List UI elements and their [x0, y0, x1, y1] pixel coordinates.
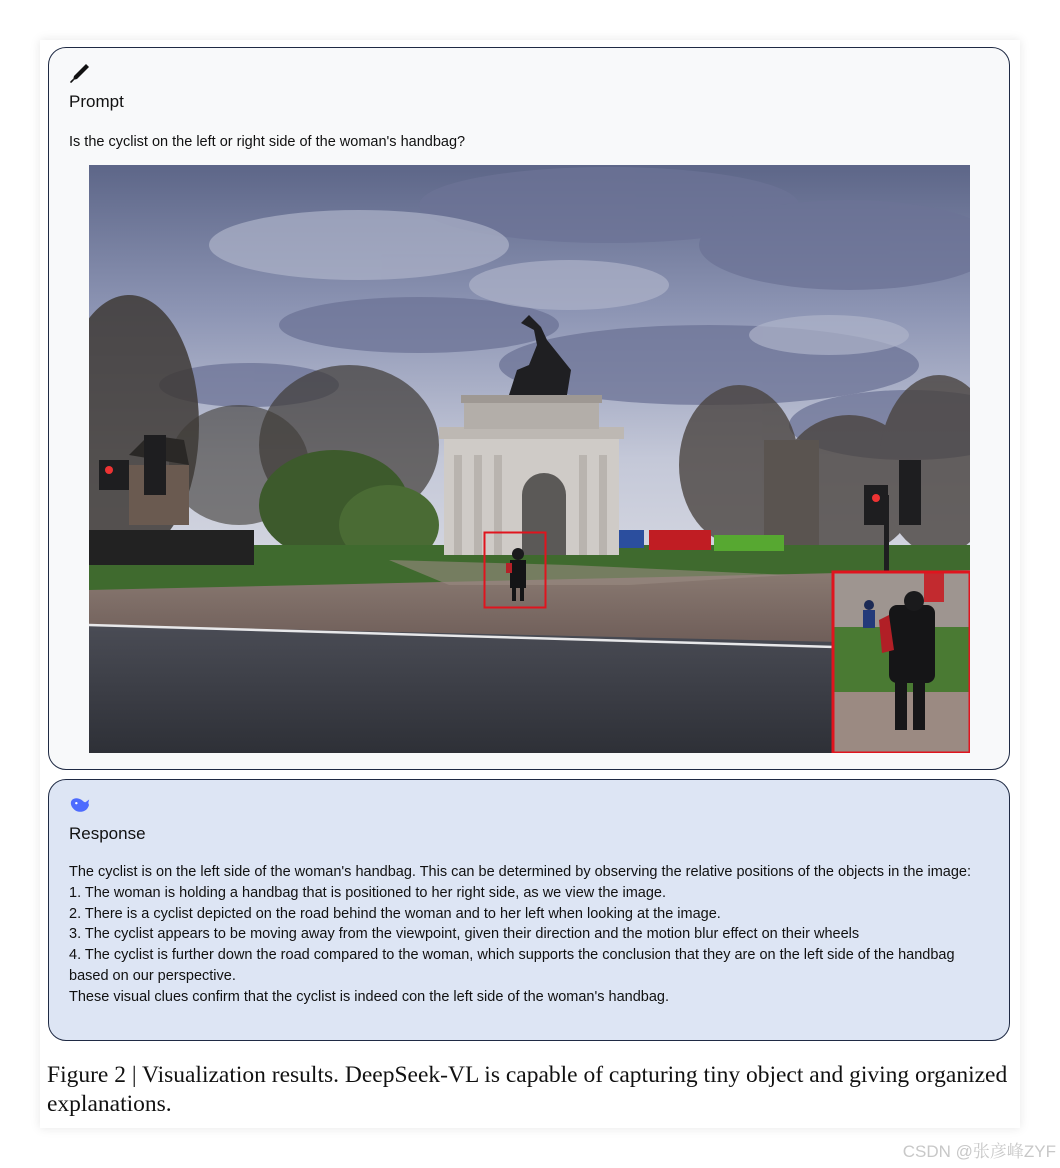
watermark: CSDN @张彦峰ZYF [902, 1142, 1056, 1161]
prompt-title: Prompt [69, 92, 124, 111]
response-title: Response [69, 824, 146, 843]
response-line: 3. The cyclist appears to be moving away from the viewpoint, given their direction and the motion blur effect on their wheels [69, 926, 860, 943]
response-line: 2. There is a cyclist depicted on the road behind the woman and to her left when looking at the image. [69, 905, 721, 922]
response-text [69, 862, 989, 1008]
response-line: These visual clues confirm that the cyclist is indeed con the left side of the woman's handbag. [69, 988, 670, 1005]
figure-caption: Figure 2 | Visualization results. DeepSeek-VL is capable of capturing tiny object and giving organized explanations. [47, 1062, 1008, 1117]
response-line: 4. The cyclist is further down the road compared to the woman, which supports the conclusion that they are on the left side of the handbag based on our perspective. [69, 947, 955, 984]
deepseek-whale-icon [69, 794, 91, 816]
response-line: The cyclist is on the left side of the woman's handbag. This can be determined by observing the relative positions of the objects in the image: [69, 864, 972, 880]
wellington-arch-photo [89, 165, 970, 753]
page [40, 40, 1020, 1128]
prompt-panel [48, 47, 1010, 770]
pen-icon [69, 62, 91, 84]
prompt-question: Is the cyclist on the left or right side of the woman's handbag? [69, 134, 466, 150]
response-panel [48, 779, 1010, 1041]
response-line: 1. The woman is holding a handbag that is positioned to her right side, as we view the image. [69, 884, 667, 901]
